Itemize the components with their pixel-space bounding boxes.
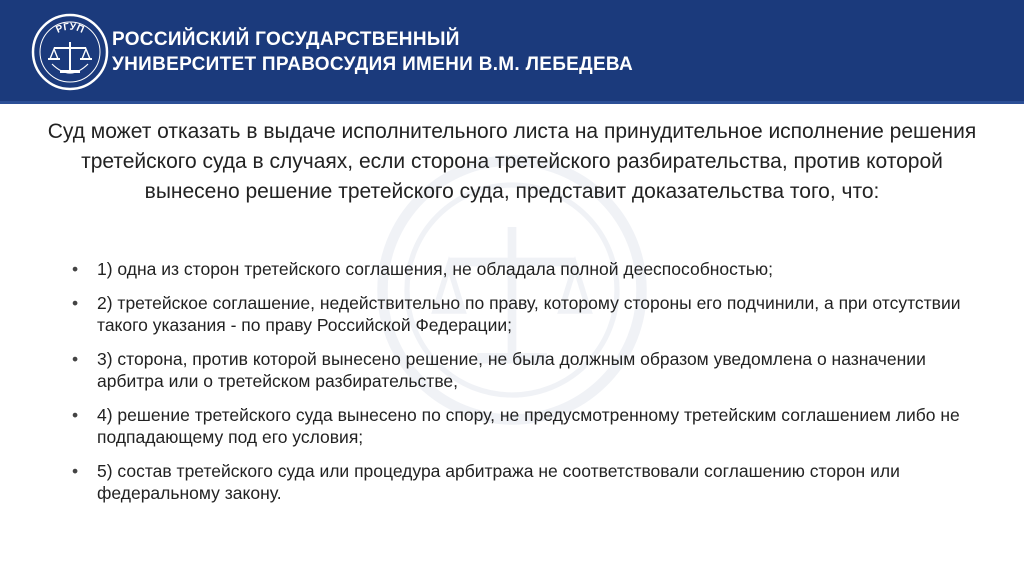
list-item (72, 348, 972, 392)
header-title-line1: РОССИЙСКИЙ ГОСУДАРСТВЕННЫЙ (112, 29, 460, 50)
list-item-text: 1) одна из сторон третейского соглашения, не обладала полной дееспособностью; (97, 259, 773, 279)
list-item-text: 4) решение третейского суда вынесено по спору, не предусмотренному третейским соглашением либо не подпадающему под его условия; (97, 405, 960, 447)
list-item (72, 404, 972, 448)
header-title-line2: УНИВЕРСИТЕТ ПРАВОСУДИЯ ИМЕНИ В.М. ЛЕБЕДЕВА (112, 54, 634, 75)
bullet-icon: • (72, 349, 79, 369)
list-item-text: 3) сторона, против которой вынесено решение, не была должным образом уведомлена о назначении арбитра или о третейском разбирательстве, (97, 349, 926, 391)
header-title (112, 27, 633, 77)
university-logo-icon (30, 12, 110, 92)
list-item (72, 292, 972, 336)
list-item (72, 258, 972, 280)
lead-paragraph: Суд может отказать в выдаче исполнительного листа на принудительное исполнение решения третейского суда в случаях, если сторона третейского разбирательства, против которой вынесено решение третейского суда, представит доказательства того, что: (47, 120, 977, 203)
header-banner (0, 0, 1024, 104)
logo-text: РГУП (54, 21, 86, 36)
bullet-icon: • (72, 405, 79, 425)
bullet-icon: • (72, 259, 79, 279)
bullet-icon: • (72, 293, 79, 313)
bullet-icon: • (72, 461, 79, 481)
list-item (72, 460, 972, 504)
conditions-list (72, 258, 972, 516)
list-item-text: 5) состав третейского суда или процедура арбитража не соответствовали соглашению сторон или федеральному закону. (97, 461, 900, 503)
list-item-text: 2) третейское соглашение, недействительно по праву, которому стороны его подчинили, а при отсутствии такого указания - по праву Российской Федерации; (97, 293, 961, 335)
